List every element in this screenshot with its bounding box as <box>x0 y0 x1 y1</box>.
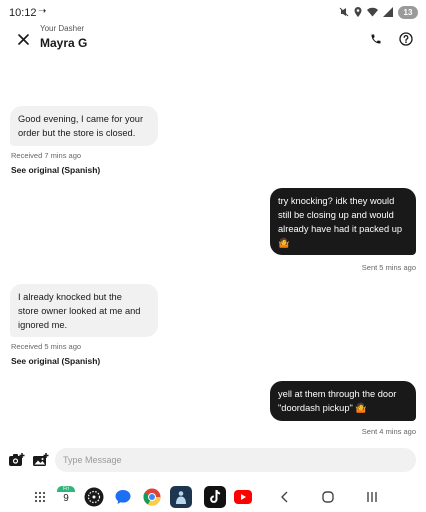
recents-icon <box>366 491 378 503</box>
close-icon <box>18 34 29 45</box>
kindle-icon <box>170 486 192 508</box>
chrome-app[interactable] <box>142 487 162 507</box>
signal-icon <box>383 7 393 17</box>
camera-add-icon <box>8 452 26 468</box>
messages-icon <box>114 488 132 506</box>
youtube-icon <box>234 490 252 504</box>
navigation-indicator-icon: ➝ <box>38 6 47 17</box>
message-timestamp: Sent 5 mins ago <box>361 263 416 272</box>
help-button[interactable] <box>396 28 416 50</box>
call-button[interactable] <box>366 28 386 50</box>
gallery-add-icon <box>32 452 50 468</box>
dasher-name: Mayra G <box>40 36 88 50</box>
app-drawer-icon <box>34 491 46 503</box>
back-icon <box>280 491 290 503</box>
received-message <box>10 106 158 146</box>
message-line: I already knocked but the <box>18 292 122 302</box>
messages-app[interactable] <box>113 487 133 507</box>
phone-icon <box>370 33 382 45</box>
message-line: try knocking? idk they would <box>278 196 395 206</box>
message-line: ignored me. <box>18 320 68 330</box>
message-line: "doordash pickup" 🤷 <box>278 403 367 413</box>
message-line: Good evening, I came for your <box>18 114 144 124</box>
received-message <box>10 284 158 337</box>
see-original-link[interactable]: See original (Spanish) <box>11 356 101 366</box>
status-time: 10:12 <box>9 7 37 19</box>
chrome-icon <box>143 488 161 506</box>
recents-button[interactable] <box>362 487 382 507</box>
status-bar <box>0 0 426 24</box>
tiktok-icon <box>204 486 226 508</box>
home-icon <box>322 491 334 503</box>
see-original-link[interactable]: See original (Spanish) <box>11 165 101 175</box>
message-timestamp: Received 5 mins ago <box>11 342 82 351</box>
add-photo-button[interactable] <box>8 452 26 468</box>
watch-icon <box>84 487 104 507</box>
mute-icon <box>339 7 349 17</box>
message-line: store owner looked at me and <box>18 306 141 316</box>
back-button[interactable] <box>275 487 295 507</box>
message-line: yell at them through the door <box>278 389 397 399</box>
message-line: order but the store is closed. <box>18 128 136 138</box>
calendar-icon[interactable] <box>57 486 75 506</box>
close-button[interactable] <box>12 28 34 50</box>
battery-level: 13 <box>403 7 413 17</box>
sent-message <box>270 188 416 255</box>
tiktok-app[interactable] <box>204 486 226 508</box>
message-line: 🤷 <box>278 238 290 248</box>
battery-icon <box>398 6 418 19</box>
sent-message <box>270 381 416 421</box>
youtube-app[interactable] <box>233 487 253 507</box>
wifi-icon <box>367 7 378 17</box>
calendar-day: 9 <box>63 493 69 504</box>
message-timestamp: Received 7 mins ago <box>11 151 82 160</box>
add-image-button[interactable] <box>32 452 50 468</box>
calendar-month: Fri <box>57 486 75 492</box>
message-line: still be closing up and would <box>278 210 394 220</box>
chat-header <box>0 24 426 54</box>
message-line: already have had it packed up <box>278 224 403 234</box>
taskbar <box>0 482 426 512</box>
home-button[interactable] <box>318 487 338 507</box>
message-composer <box>0 446 426 474</box>
watch-app[interactable] <box>84 487 104 507</box>
help-icon <box>399 32 413 46</box>
app-drawer-button[interactable] <box>30 487 50 507</box>
header-subtitle: Your Dasher <box>40 24 85 33</box>
status-icons <box>339 5 418 19</box>
kindle-app[interactable] <box>170 486 192 508</box>
message-input[interactable] <box>55 448 416 472</box>
location-icon <box>354 7 362 17</box>
message-timestamp: Sent 4 mins ago <box>361 427 416 436</box>
